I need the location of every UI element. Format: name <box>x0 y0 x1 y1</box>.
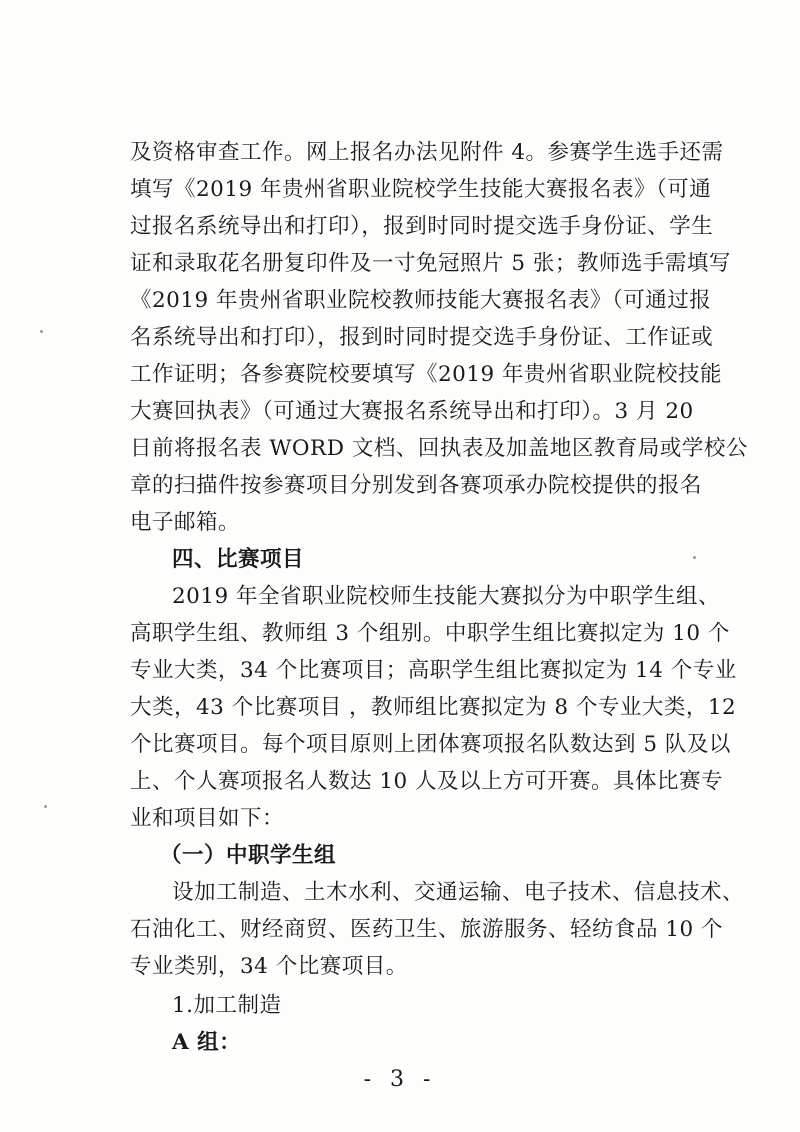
paragraph-line: 工作证明；各参赛院校要填写《2019 年贵州省职业院校技能 <box>130 362 723 387</box>
paragraph-line: 大赛回执表》（可通过大赛报名系统导出和打印）。3 月 20 <box>130 399 694 424</box>
paragraph-line: 证和录取花名册复印件及一寸免冠照片 5 张；教师选手需填写 <box>130 251 731 276</box>
paragraph-line: 电子邮箱。 <box>130 510 241 535</box>
paragraph-line: 名系统导出和打印），报到时同时提交选手身份证、工作证或 <box>130 325 714 350</box>
section-heading: 四、比赛项目 <box>172 547 305 572</box>
paragraph-line: 填写《2019 年贵州省职业院校学生技能大赛报名表》（可通 <box>130 177 712 202</box>
paragraph-line: 专业大类，34 个比赛项目；高职学生组比赛拟定为 14 个专业 <box>130 658 737 683</box>
item-heading: 1.加工制造 <box>172 993 282 1018</box>
paragraph-line: 《2019 年贵州省职业院校教师技能大赛报名表》（可通过报 <box>130 288 712 313</box>
paragraph-line: 专业类别，34 个比赛项目。 <box>130 954 408 979</box>
scan-speck <box>693 556 696 559</box>
scan-speck <box>44 805 47 808</box>
paragraph-line: 个比赛项目。每个项目原则上团体赛项报名队数达到 5 队及以 <box>130 732 731 757</box>
paragraph-line: 章的扫描件按参赛项目分别发到各赛项承办院校提供的报名 <box>130 473 703 498</box>
paragraph-line: 过报名系统导出和打印），报到时同时提交选手身份证、学生 <box>130 214 714 239</box>
paragraph-line: 及资格审查工作。网上报名办法见附件 4。参赛学生选手还需 <box>130 140 724 165</box>
paragraph-line: 高职学生组、教师组 3 个组别。中职学生组比赛拟定为 10 个 <box>130 621 730 646</box>
paragraph-line: 设加工制造、土木水利、交通运输、电子技术、信息技术、 <box>172 880 745 905</box>
paragraph-line: 2019 年全省职业院校师生技能大赛拟分为中职学生组、 <box>172 584 721 609</box>
paragraph-line: 日前将报名表 WORD 文档、回执表及加盖地区教育局或学校公 <box>130 436 748 461</box>
scan-speck <box>40 330 43 333</box>
paragraph-line: 上、个人赛项报名人数达 10 人及以上方可开赛。具体比赛专 <box>130 769 724 794</box>
paragraph-line: 业和项目如下： <box>130 806 285 831</box>
page-number: - 3 - <box>363 1067 437 1092</box>
paragraph-line: 石油化工、财经商贸、医药卫生、旅游服务、轻纺食品 10 个 <box>130 917 724 942</box>
subsection-heading: （一）中职学生组 <box>160 843 337 868</box>
group-heading: A 组： <box>172 1030 242 1055</box>
paragraph-line: 大类，43 个比赛项目 ，教师组比赛拟定为 8 个专业大类，12 <box>130 695 737 720</box>
